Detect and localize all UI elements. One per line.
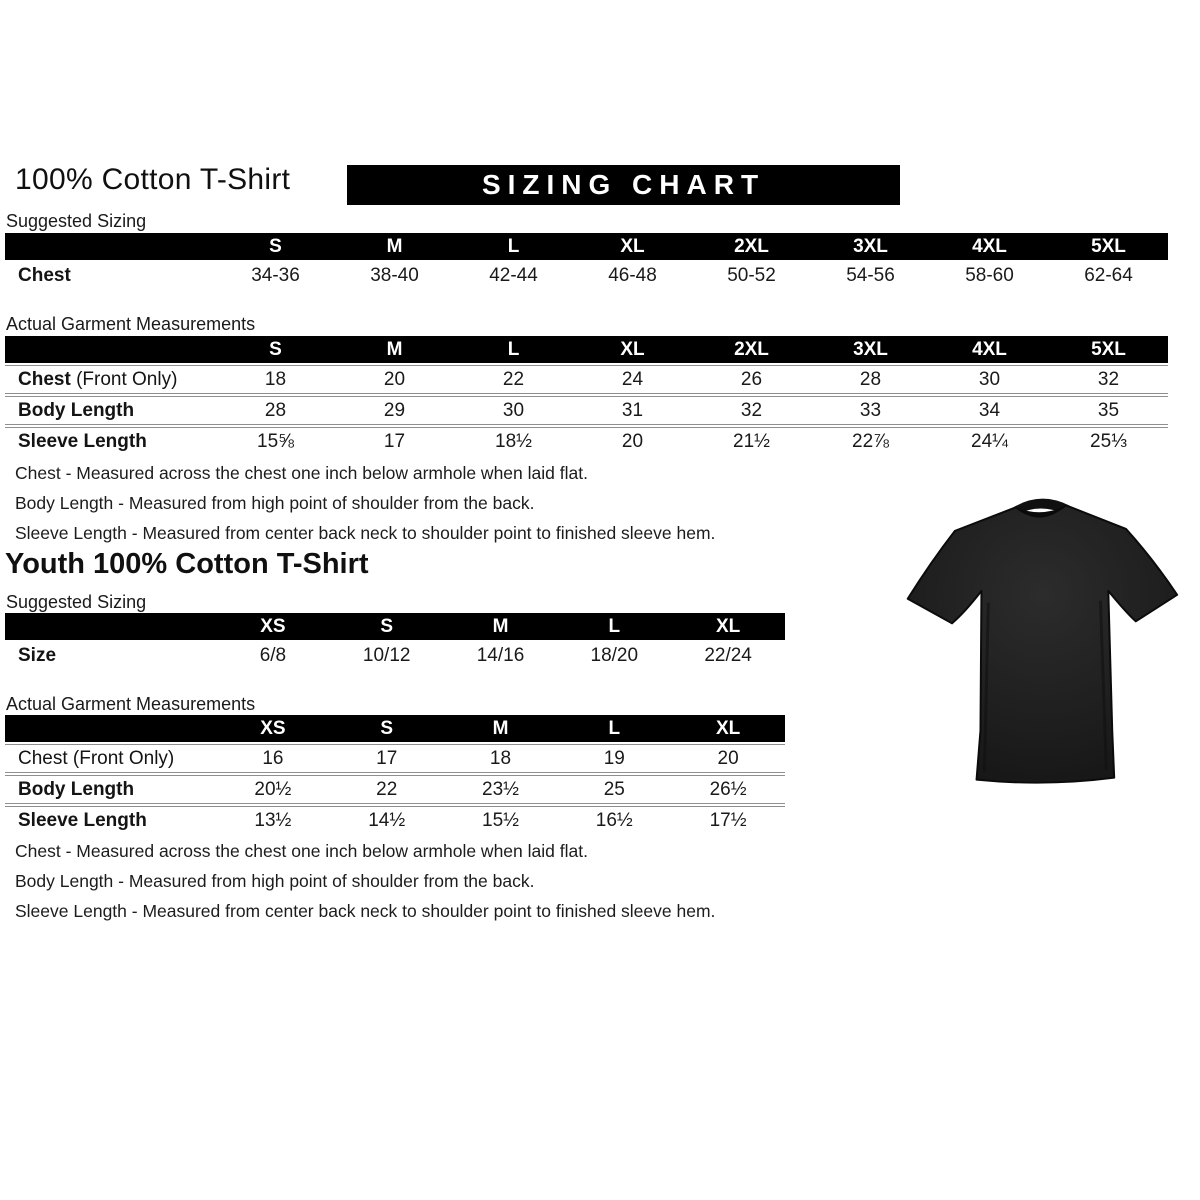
table-cell: 50-52 <box>727 264 776 286</box>
column-header: XL <box>573 233 692 260</box>
table-row <box>5 744 785 773</box>
row-label: Body Length <box>5 775 216 804</box>
corner-cell <box>5 336 216 363</box>
table-cell: 29 <box>335 396 454 425</box>
table-cell: 18/20 <box>590 644 639 666</box>
table-cell: 62-64 <box>1084 264 1133 286</box>
column-header: 2XL <box>692 336 811 363</box>
table-cell: 15⅝ <box>216 427 335 455</box>
column-header: S <box>330 715 444 742</box>
size-table <box>5 713 785 836</box>
note-line: Body Length - Measured from high point of shoulder from the back. <box>15 871 535 891</box>
table-cell: 32 <box>692 396 811 425</box>
table-cell: 30 <box>454 396 573 425</box>
table-cell: 25 <box>557 775 671 804</box>
table-cell: 32 <box>1049 365 1168 394</box>
header-row <box>5 336 1168 363</box>
column-header: 4XL <box>930 233 1049 260</box>
note-line: Body Length - Measured from high point of shoulder from the back. <box>15 493 535 513</box>
column-header: M <box>444 613 558 640</box>
header-row <box>5 233 1168 260</box>
table-cell: 22⅞ <box>811 427 930 455</box>
table-cell: 23½ <box>444 775 558 804</box>
tshirt-body <box>908 505 1177 782</box>
note-line: Sleeve Length - Measured from center back neck to shoulder point to finished sleeve hem. <box>15 901 716 921</box>
table-row <box>5 365 1168 394</box>
size-table <box>5 611 785 671</box>
column-header: 5XL <box>1049 336 1168 363</box>
column-header: S <box>330 613 444 640</box>
table-cell: 14/16 <box>476 644 525 666</box>
column-header: S <box>216 336 335 363</box>
table-cell: 21½ <box>692 427 811 455</box>
column-header: 3XL <box>811 233 930 260</box>
table-cell: 20 <box>671 744 785 773</box>
column-header: 3XL <box>811 336 930 363</box>
table-cell: 14½ <box>330 806 444 834</box>
table-cell: 18 <box>444 744 558 773</box>
adult-title: 100% Cotton T-Shirt <box>15 163 291 196</box>
row-label: Chest (Front Only) <box>5 744 216 773</box>
adult-suggested-label: Suggested Sizing <box>6 211 147 231</box>
row-label: Chest (Front Only) <box>5 365 216 394</box>
column-header: L <box>557 715 671 742</box>
size-table <box>5 334 1168 457</box>
column-header: XL <box>671 715 785 742</box>
table-cell: 22 <box>330 775 444 804</box>
table-cell: 22 <box>454 365 573 394</box>
table-cell: 17½ <box>671 806 785 834</box>
table-cell: 58-60 <box>965 264 1014 286</box>
note-line: Chest - Measured across the chest one inch below armhole when laid flat. <box>15 841 588 861</box>
adult-actual-label: Actual Garment Measurements <box>6 314 256 334</box>
table-cell: 13½ <box>216 806 330 834</box>
table-cell: 16½ <box>557 806 671 834</box>
column-header: M <box>335 233 454 260</box>
table-cell: 15½ <box>444 806 558 834</box>
youth-suggested-label: Suggested Sizing <box>6 592 147 612</box>
table-row <box>5 775 785 804</box>
corner-cell <box>5 715 216 742</box>
table-cell: 20 <box>335 365 454 394</box>
table-cell: 20½ <box>216 775 330 804</box>
table-row <box>5 642 785 669</box>
table-row <box>5 262 1168 289</box>
table-cell: 18 <box>216 365 335 394</box>
table-cell: 34-36 <box>251 264 300 286</box>
adult-actual-table <box>5 334 1168 457</box>
table-cell: 30 <box>930 365 1049 394</box>
table-cell: 26 <box>692 365 811 394</box>
column-header: 4XL <box>930 336 1049 363</box>
column-header: L <box>557 613 671 640</box>
column-header: M <box>335 336 454 363</box>
table-cell: 31 <box>573 396 692 425</box>
table-cell: 18½ <box>454 427 573 455</box>
header-row <box>5 715 785 742</box>
table-cell: 20 <box>573 427 692 455</box>
table-cell: 25⅓ <box>1049 427 1168 455</box>
size-table <box>5 231 1168 291</box>
table-cell: 35 <box>1049 396 1168 425</box>
column-header: 5XL <box>1049 233 1168 260</box>
note-line: Chest - Measured across the chest one inch below armhole when laid flat. <box>15 463 588 483</box>
header-row <box>5 613 785 640</box>
column-header: S <box>216 233 335 260</box>
column-header: XS <box>216 715 330 742</box>
youth-suggested-table <box>5 611 785 671</box>
table-row <box>5 427 1168 455</box>
column-header: XL <box>671 613 785 640</box>
row-label: Size <box>18 644 57 666</box>
column-header: L <box>454 336 573 363</box>
column-header: XL <box>573 336 692 363</box>
table-cell: 17 <box>335 427 454 455</box>
black-tshirt-image <box>890 478 1185 806</box>
table-cell: 42-44 <box>489 264 538 286</box>
table-cell: 34 <box>930 396 1049 425</box>
sizing-chart-banner: SIZING CHART <box>347 165 900 205</box>
youth-title: Youth 100% Cotton T-Shirt <box>5 548 369 580</box>
row-label: Sleeve Length <box>5 427 216 455</box>
table-cell: 24 <box>573 365 692 394</box>
youth-actual-label: Actual Garment Measurements <box>6 694 256 714</box>
column-header: L <box>454 233 573 260</box>
row-label: Body Length <box>5 396 216 425</box>
table-cell: 22/24 <box>704 644 752 666</box>
note-line: Sleeve Length - Measured from center back neck to shoulder point to finished sleeve hem. <box>15 523 716 543</box>
table-cell: 19 <box>557 744 671 773</box>
table-cell: 46-48 <box>608 264 657 286</box>
table-cell: 54-56 <box>846 264 895 286</box>
table-row <box>5 396 1168 425</box>
adult-notes <box>15 458 715 548</box>
corner-cell <box>5 613 216 640</box>
table-cell: 16 <box>216 744 330 773</box>
table-row <box>5 806 785 834</box>
table-cell: 38-40 <box>370 264 419 286</box>
table-cell: 6/8 <box>259 644 287 666</box>
table-cell: 24¼ <box>930 427 1049 455</box>
tshirt-graphic <box>890 478 1185 806</box>
youth-actual-table <box>5 713 785 836</box>
table-cell: 33 <box>811 396 930 425</box>
youth-notes <box>15 836 715 926</box>
row-label: Sleeve Length <box>5 806 216 834</box>
column-header: 2XL <box>692 233 811 260</box>
column-header: M <box>444 715 558 742</box>
table-cell: 28 <box>811 365 930 394</box>
row-label: Chest <box>18 264 71 286</box>
adult-suggested-table <box>5 231 1168 291</box>
table-cell: 28 <box>216 396 335 425</box>
column-header: XS <box>216 613 330 640</box>
corner-cell <box>5 233 216 260</box>
table-cell: 17 <box>330 744 444 773</box>
table-cell: 26½ <box>671 775 785 804</box>
table-cell: 10/12 <box>362 644 411 666</box>
